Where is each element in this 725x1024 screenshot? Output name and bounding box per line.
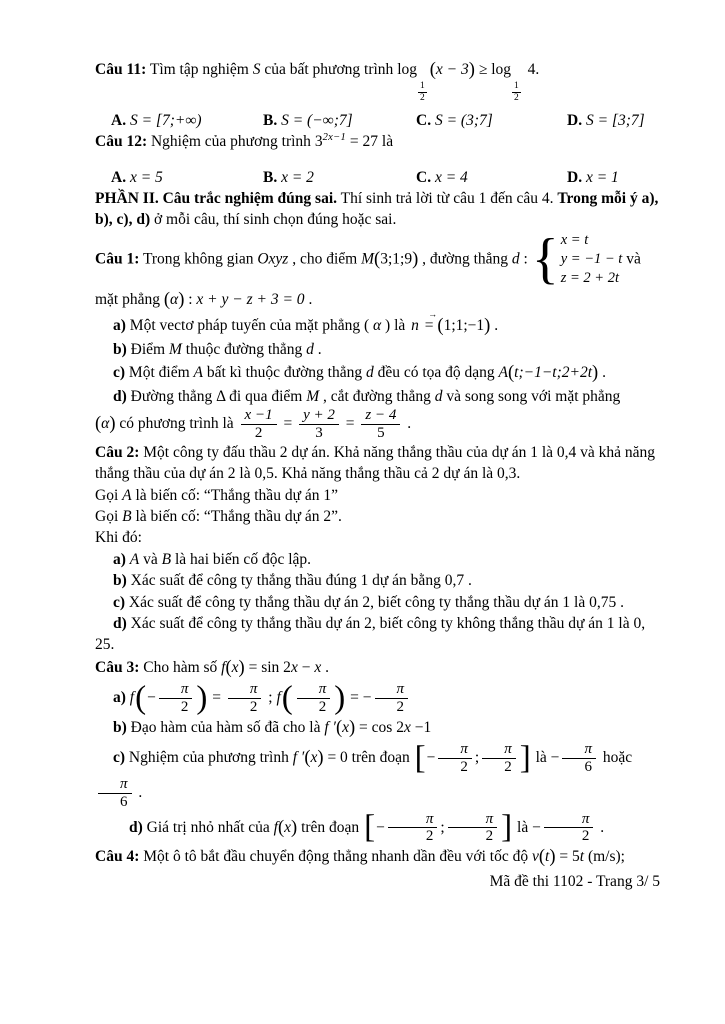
question-12-option-d: D. x = 1 <box>567 168 619 186</box>
question-4-text: Câu 4: Một ô tô bắt đầu chuyển động thẳng nhanh dần đều với tốc độ v(t) = 5t (m/s); <box>95 847 625 868</box>
question-1-item-d: d) Đường thẳng Δ đi qua điểm M , cắt đường thẳng d và song song với mặt phẳng <box>113 388 621 406</box>
question-2-item-a: a) A và B là hai biến cố độc lập. <box>113 550 312 568</box>
question-1-text: Câu 1: Trong không gian Oxyz , cho điểm M(3;1;9) , đường thẳng d : { x = t y = −1 − t z = 2 + 2t và <box>95 228 641 291</box>
question-1-item-b: b) Điểm M thuộc đường thẳng d . <box>113 341 322 359</box>
part2-header: PHẦN II. Câu trắc nghiệm đúng sai. Thí sinh trả lời từ câu 1 đến câu 4. Trong mỗi ý a), b), c), d) ở mỗi câu, thí sinh chọn đúng hoặc sai. <box>95 189 659 229</box>
question-2-event-a: Gọi A là biến cố: “Thắng thầu dự án 1” <box>95 486 338 504</box>
question-12-option-c: C. x = 4 <box>416 168 468 186</box>
question-11-option-d: D. S = [3;7] <box>567 111 645 129</box>
question-11-text: Câu 11: Tìm tập nghiệm S của bất phương trình log $\frac{1}{2}$ (x − 3) ≥ log $\frac{1}{2}$ 4. <box>95 60 540 103</box>
question-12-text: Câu 12: Nghiệm của phương trình $3^{2x-1} = 27$ là <box>95 132 394 151</box>
question-1-item-d-continued: (α) có phương trình là $\frac{x -1}{2}$ = $\frac{y + 2}{3}$ = $\frac{z - 4}{5}$ . <box>95 407 412 442</box>
question-3-item-a: a) f(− $\frac{\pi}{2}$ ) = $\frac{\pi}{2}$ ; f( $\frac{\pi}{2}$ ) = − $\frac{\pi}{2}$ <box>95 681 660 716</box>
question-12-option-b: B. x = 2 <box>263 168 314 186</box>
question-11-option-a: A. S = [7;+∞) <box>111 111 202 129</box>
question-2-item-d: d) Xác suất để công ty thắng thầu dự án 2, biết công ty không thắng thầu dự án 1 là 0, 25. <box>95 614 646 654</box>
question-3-item-b: b) Đạo hàm của hàm số đã cho là f ′(x) = cos 2x −1 <box>113 717 432 738</box>
question-11-option-b: B. S = (−∞;7] <box>263 111 353 129</box>
question-1-text-line2: mặt phẳng (α) : x + y − z + 3 = 0 . <box>95 290 313 311</box>
question-1-item-c: c) Một điểm A bất kì thuộc đường thẳng d đều có tọa độ dạng A(t;−1−t;2+2t) . <box>113 362 606 383</box>
question-2-item-b: b) Xác suất để công ty thắng thầu đúng 1 dự án bằng 0,7 . <box>113 572 472 590</box>
question-2-then: Khi đó: <box>95 529 142 547</box>
question-3-item-c: c) Nghiệm của phương trình f ′(x) = 0 trên đoạn [− $\frac{\pi}{2}$ ; $\frac{\pi}{2}$ ] là − $\frac{\pi}{6}$ hoặc $\frac{\pi}{6}$ . <box>95 741 660 810</box>
question-3-text: Câu 3: Cho hàm số f(x) = sin 2x − x . <box>95 657 329 678</box>
page-footer: Mã đề thi 1102 - Trang 3/ 5 <box>489 872 660 890</box>
question-11-options <box>95 110 660 131</box>
question-12-options <box>95 167 660 188</box>
question-2-event-b: Gọi B là biến cố: “Thắng thầu dự án 2”. <box>95 508 342 526</box>
question-3-item-d: d) Giá trị nhỏ nhất của f(x) trên đoạn [− $\frac{\pi}{2}$ ; $\frac{\pi}{2}$ ] là − $\frac{\pi}{2}$ . <box>129 809 605 846</box>
question-2-item-c: c) Xác suất để công ty thắng thầu dự án 2, biết công ty thắng thầu dự án 1 là 0,75 . <box>113 593 624 611</box>
question-12-option-a: A. x = 5 <box>111 168 163 186</box>
question-2-text: Câu 2: Một công ty đấu thầu 2 dự án. Khả năng thắng thầu của dự án 1 là 0,4 và khả năng thắng thầu của dự án 2 là 0,5. Khả năng thắng thầu cả 2 dự án là 0,3. <box>95 443 656 483</box>
question-1-item-a: a) Một vectơ pháp tuyến của mặt phẳng ( α ) là → n = (1;1;−1) . <box>113 308 499 336</box>
question-11-option-c: C. S = (3;7] <box>416 111 493 129</box>
